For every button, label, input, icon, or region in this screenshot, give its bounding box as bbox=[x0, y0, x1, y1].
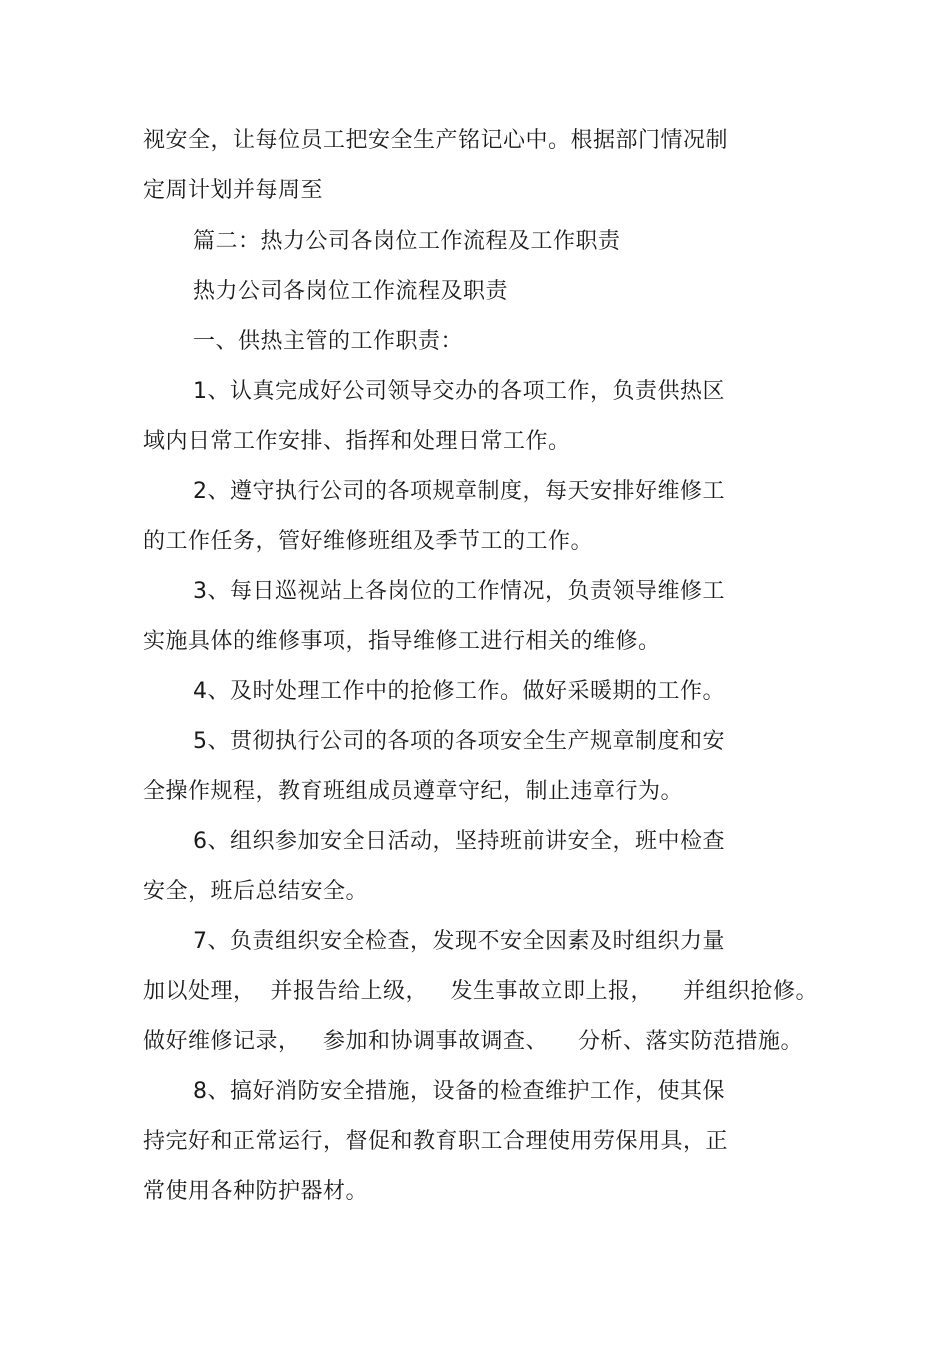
list-item: 4、及时处理工作中的抢修工作。做好采暖期的工作。 bbox=[193, 679, 725, 704]
text-line: 常使用各种防护器材。 bbox=[143, 1179, 369, 1204]
text-line: 做好维修记录， 参加和协调事故调查、 分析、落实防范措施。 bbox=[143, 1029, 803, 1054]
text-line: 域内日常工作安排、指挥和处理日常工作。 bbox=[143, 429, 571, 454]
list-item: 1、认真完成好公司领导交办的各项工作，负责供热区 bbox=[193, 379, 725, 404]
text-line: 全操作规程，教育班组成员遵章守纪，制止违章行为。 bbox=[143, 779, 684, 804]
text-line: 的工作任务，管好维修班组及季节工的工作。 bbox=[143, 529, 594, 554]
section-heading: 篇二：热力公司各岗位工作流程及工作职责 bbox=[193, 229, 621, 254]
list-item: 2、遵守执行公司的各项规章制度，每天安排好维修工 bbox=[193, 479, 725, 504]
list-item: 7、负责组织安全检查，发现不安全因素及时组织力量 bbox=[193, 929, 725, 954]
text-line: 加以处理， 并报告给上级， 发生事故立即上报， 并组织抢修。 bbox=[143, 979, 818, 1004]
text-line: 实施具体的维修事项，指导维修工进行相关的维修。 bbox=[143, 629, 661, 654]
text-line: 视安全，让每位员工把安全生产铭记心中。根据部门情况制 bbox=[143, 128, 729, 153]
list-item: 5、贯彻执行公司的各项的各项安全生产规章制度和安 bbox=[193, 729, 725, 754]
subsection-heading: 一、供热主管的工作职责： bbox=[193, 329, 464, 354]
list-item: 6、组织参加安全日活动，坚持班前讲安全，班中检查 bbox=[193, 829, 725, 854]
text-line: 持完好和正常运行，督促和教育职工合理使用劳保用具，正 bbox=[143, 1129, 729, 1154]
text-line: 安全，班后总结安全。 bbox=[143, 879, 369, 904]
text-line: 定周计划并每周至 bbox=[143, 178, 324, 203]
list-item: 8、搞好消防安全措施，设备的检查维护工作，使其保 bbox=[193, 1079, 725, 1104]
document-title: 热力公司各岗位工作流程及职责 bbox=[193, 279, 509, 304]
list-item: 3、每日巡视站上各岗位的工作情况，负责领导维修工 bbox=[193, 579, 725, 604]
